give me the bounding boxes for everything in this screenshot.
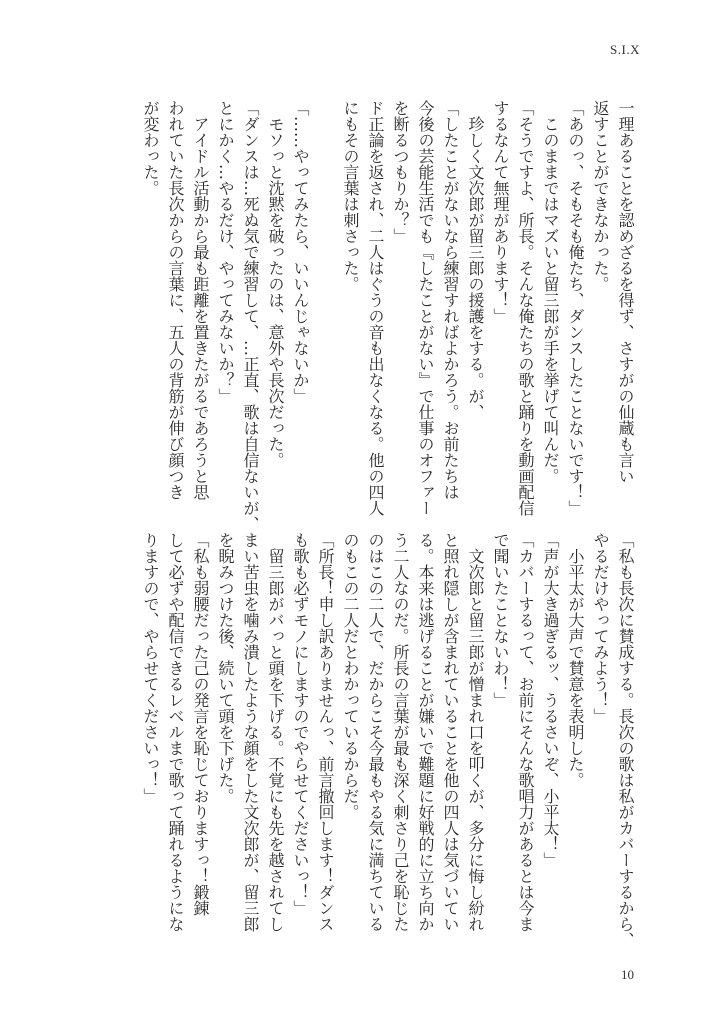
text-column: 「したことがないなら練習すればよかろう。お前たちは [441,100,460,500]
text-column: う二人なのだ。所長の言葉が最も深く刺さり己を恥じた [391,532,410,932]
text-column: このままではマズいと留三郎が手を挙げて叫んだ。 [541,100,560,484]
text-column: を断るつもりか？」 [391,100,410,244]
text-column: 小平太が大声で賛意を表明した。 [566,532,585,788]
text-column: で聞いたことないわ！」 [491,532,510,708]
page-number: 10 [621,967,634,982]
text-column: 「あのっ、そもそも俺たち、ダンスしたことないです！」 [566,100,585,516]
text-column: アイドル活動から最も距離を置きたがるであろうと思 [191,100,210,500]
text-column: 「声が大き過ぎるッ、うるさいぞ、小平太！」 [541,532,560,868]
text-column: も歌も必ずモノにしますのでやらせてくださいっ！」 [291,532,310,916]
text-column: と照れ隠しが含まれていることを他の四人は気づいてい [441,532,460,932]
running-header: S.I.X [610,42,640,57]
text-column: が変わった。 [141,100,160,196]
text-column: まい苦虫を噛み潰したような顔をした文次郎が、留三郎 [241,532,260,932]
text-column: を睨みつけた後、続いて頭を下げた。 [216,532,235,804]
text-column: やるだけやってみよう！」 [591,532,610,724]
text-column: するなんて無理があります！」 [491,100,510,324]
text-column: る。本来は逃げることが嫌いで難題に好戦的に立ち向か [416,532,435,932]
text-column: モソっと沈黙を破ったのは、意外や長次だった。 [266,100,285,468]
text-column: 「所長！申し訳ありませんっ、前言撤回します！ダンス [316,532,335,932]
text-column: 今後の芸能生活でも『したことがない』で仕事のオファー [416,100,435,516]
text-column: 「私も弱腰だった己の発言を恥じておりますっ！鍛錬 [191,532,210,916]
text-column: とにかく…やるだけ、やってみないか？」 [216,100,235,404]
text-column: にもその言葉は刺さった。 [341,100,360,292]
text-column: ド正論を返され、二人はぐうの音も出なくなる。他の四人 [366,100,385,516]
text-column: 返すことができなかった。 [591,100,610,292]
text-column: 珍しく文次郎が留三郎の援護をする。が、 [466,100,485,420]
text-column: 「そうですよ、所長。そんな俺たちの歌と踊りを動画配信 [516,100,535,516]
text-column: 文次郎と留三郎が憎まれ口を叩くが、多分に悔し紛れ [466,532,485,932]
text-column: して必ずや配信できるレベルまで歌って踊れるようにな [166,532,185,932]
text-column: りますので、やらせてくださいっ！」 [141,532,160,804]
text-column: 「カバーするって、お前にそんな歌唱力があるとは今ま [516,532,535,932]
text-column: のはこの二人で、だからこそ今最もやる気に満ちている [366,532,385,932]
text-column: のもこの二人だとわかっているからだ。 [341,532,360,820]
text-column: われていた長次からの言葉に、五人の背筋が伸び顔つき [166,100,185,500]
text-block-upper [138,100,638,532]
text-column: 一理あることを認めざるを得ず、さすがの仙蔵も言い [616,100,635,484]
text-column: 「私も長次に賛成する。長次の歌は私がカバーするから、 [616,532,635,948]
text-block-lower [138,532,638,948]
text-column [313,100,338,500]
text-column: 「ダンスは…死ぬ気で練習して、…正直、歌は自信ないが、 [241,100,260,532]
text-column: 留三郎がバっと頭を下げる。不覚にも先を越されてし [266,532,285,932]
text-column: 「……やってみたら、いいんじゃないか」 [291,100,310,404]
